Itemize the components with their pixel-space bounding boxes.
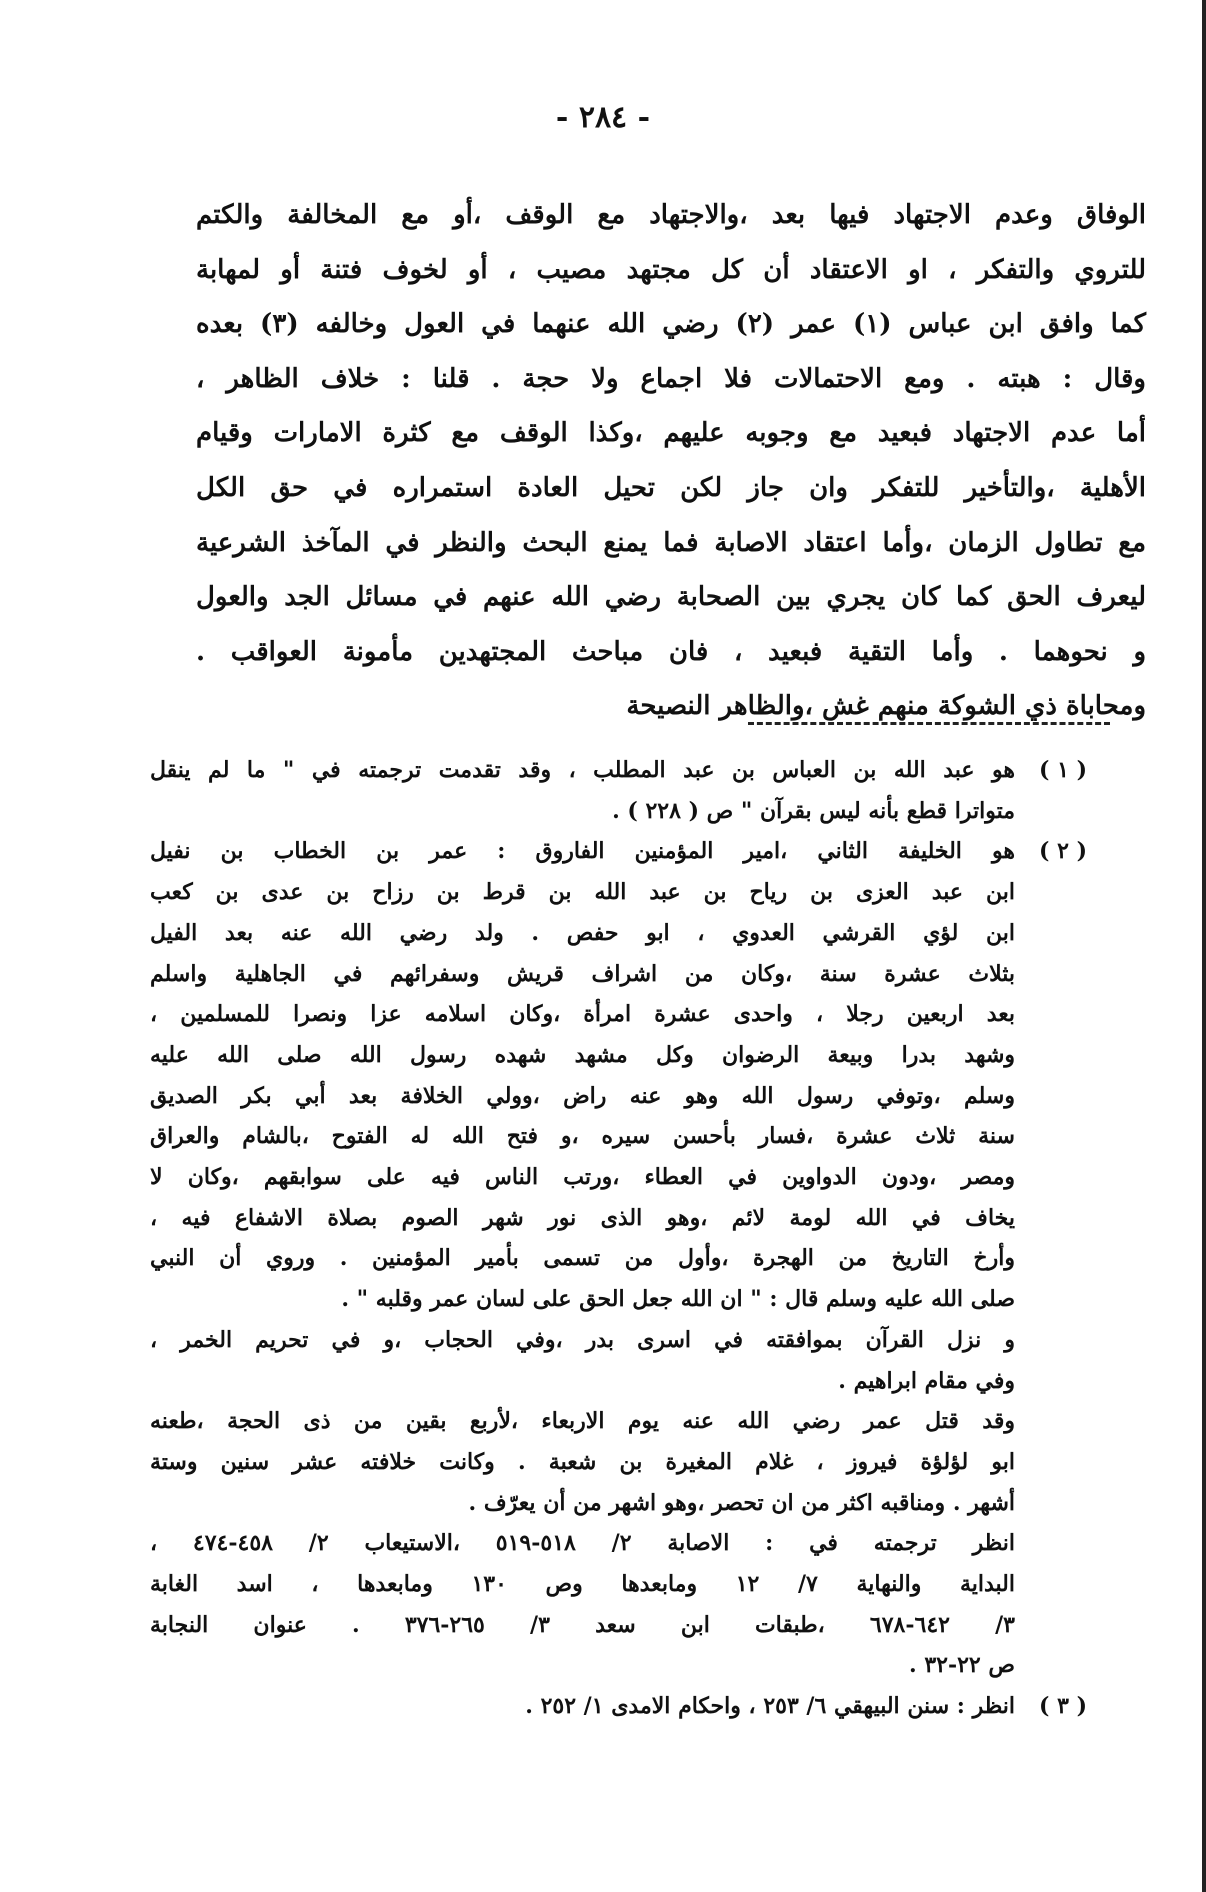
page-number: - ٢٨٤ - [555,100,651,135]
footnote-line: صلى الله عليه وسلم قال : " ان الله جعل الحق على لسان عمر وقلبه " . [341,1286,1015,1313]
footnote-line: ابو لؤلؤة فيروز ، غلام المغيرة بن شعبة . وكانت خلافته عشر سنين وستة [150,1448,1015,1475]
footnote-number: ( ١ ) [1039,757,1087,783]
text-line: الأهلية ،والتأخير للتفكر وان جاز لكن تحيل العادة استمراره في حق الكل [196,472,1146,503]
footnote-line: هو الخليفة الثاني ،امير المؤمنين الفاروق : عمر بن الخطاب بن نفيل [150,838,1015,865]
footnote-line: ومصر ،ودون الدواوين في العطاء ،ورتب الناس فيه على سوابقهم ،وكان لا [150,1164,1015,1191]
footnote-2 [150,831,1095,1686]
footnote-line: هو عبد الله بن العباس بن عبد المطلب ، وقد تقدمت ترجمته في " ما لم ينقل [150,757,1015,783]
text-line: أما عدم الاجتهاد فبعيد مع وجوبه عليهم ،وكذا الوقف مع كثرة الامارات وقيام [196,418,1146,449]
footnote-line: ص ٢٢-٣٢ . [908,1652,1015,1679]
footnote-line: بثلاث عشرة سنة ،وكان من اشراف قريش وسفرائهم في الجاهلية واسلم [150,960,1015,987]
page-edge [1202,0,1206,1892]
footnote-number: ( ٢ ) [1039,838,1087,865]
text-line: وقال : هبته . ومع الاحتمالات فلا اجماع ولا حجة . قلنا : خلاف الظاهر ، [196,363,1146,394]
footnote-3 [150,1686,1095,1727]
footnote-line: بعد اربعين رجلا ، واحدى عشرة امرأة ،وكان اسلامه عزا ونصرا للمسلمين ، [150,1001,1015,1028]
text-line: ليعرف الحق كما كان يجري بين الصحابة رضي الله عنهم في مسائل الجد والعول [196,582,1146,613]
text-line: مع تطاول الزمان ،وأما اعتقاد الاصابة فما يمنع البحث والنظر في المآخذ الشرعية [196,527,1146,558]
footnote-line: وسلم ،وتوفي رسول الله وهو عنه راض ،وولي الخلافة بعد أبي بكر الصديق [150,1082,1015,1109]
text-line: ومحاباة ذي الشوكة منهم غش ،والظاهر النصيحة [626,691,1146,722]
footnote-number: ( ٣ ) [1039,1693,1087,1720]
main-text [196,188,1146,734]
text-line: كما وافق ابن عباس (١) عمر (٢) رضي الله عنهما في العول وخالفه (٣) بعده [196,309,1146,340]
footnote-line: انظر : سنن البيهقي ٦/ ٢٥٣ ، واحكام الامدى ١/ ٢٥٢ . [525,1693,1015,1720]
footnote-separator [748,722,1110,725]
footnote-line: وشهد بدرا وبيعة الرضوان وكل مشهد شهده رسول الله صلى الله عليه [150,1041,1015,1068]
footnote-line: وأرخ التاريخ من الهجرة ،وأول من تسمى بأمير المؤمنين . وروي أن النبي [150,1245,1015,1272]
text-line: للتروي والتفكر ، او الاعتقاد أن كل مجتهد مصيب ، أو لخوف فتنة أو لمهابة [196,254,1146,285]
footnote-line: البداية والنهاية ٧/ ١٢ ومابعدها وص ١٣٠ ومابعدها ، اسد الغابة [150,1571,1015,1598]
footnote-line: يخاف في الله لومة لائم ،وهو الذى نور شهر الصوم بصلاة الاشفاع فيه ، [150,1204,1015,1231]
footnote-line: وقد قتل عمر رضي الله عنه يوم الاربعاء ،لأربع بقين من ذى الحجة ،طعنه [150,1408,1015,1435]
footnote-line: ابن لؤي القرشي العدوي ، ابو حفص . ولد رضي الله عنه بعد الفيل [150,919,1015,946]
footnote-line: ٣/ ٦٤٢-٦٧٨ ،طبقات ابن سعد ٣/ ٢٦٥-٣٧٦ . عنوان النجابة [150,1611,1015,1638]
footnote-line: انظر ترجمته في : الاصابة ٢/ ٥١٨-٥١٩ ،الاستيعاب ٢/ ٤٥٨-٤٧٤ ، [150,1530,1015,1557]
footnote-line: وفي مقام ابراهيم . [838,1367,1015,1394]
footnote-line: متواترا قطع بأنه ليس بقرآن " ص ( ٢٢٨ ) . [612,797,1015,824]
footnote-line: و نزل القرآن بموافقته في اسرى بدر ،وفي الحجاب ،و في تحريم الخمر ، [150,1326,1015,1353]
footnote-line: سنة ثلاث عشرة ،فسار بأحسن سيره ،و فتح الله له الفتوح ،بالشام والعراق [150,1123,1015,1150]
footnote-1 [150,750,1095,831]
footnote-line: ابن عبد العزى بن رياح بن عبد الله بن قرط بن رزاح بن عدى بن كعب [150,879,1015,906]
text-line: الوفاق وعدم الاجتهاد فيها بعد ،والاجتهاد مع الوقف ،أو مع المخالفة والكتم [196,200,1146,230]
footnotes [150,750,1095,1727]
footnote-line: أشهر . ومناقبه اكثر من ان تحصر ،وهو اشهر من أن يعرّف . [468,1489,1015,1516]
text-line: و نحوهما . وأما التقية فبعيد ، فان مباحث المجتهدين مأمونة العواقب . [196,636,1146,667]
